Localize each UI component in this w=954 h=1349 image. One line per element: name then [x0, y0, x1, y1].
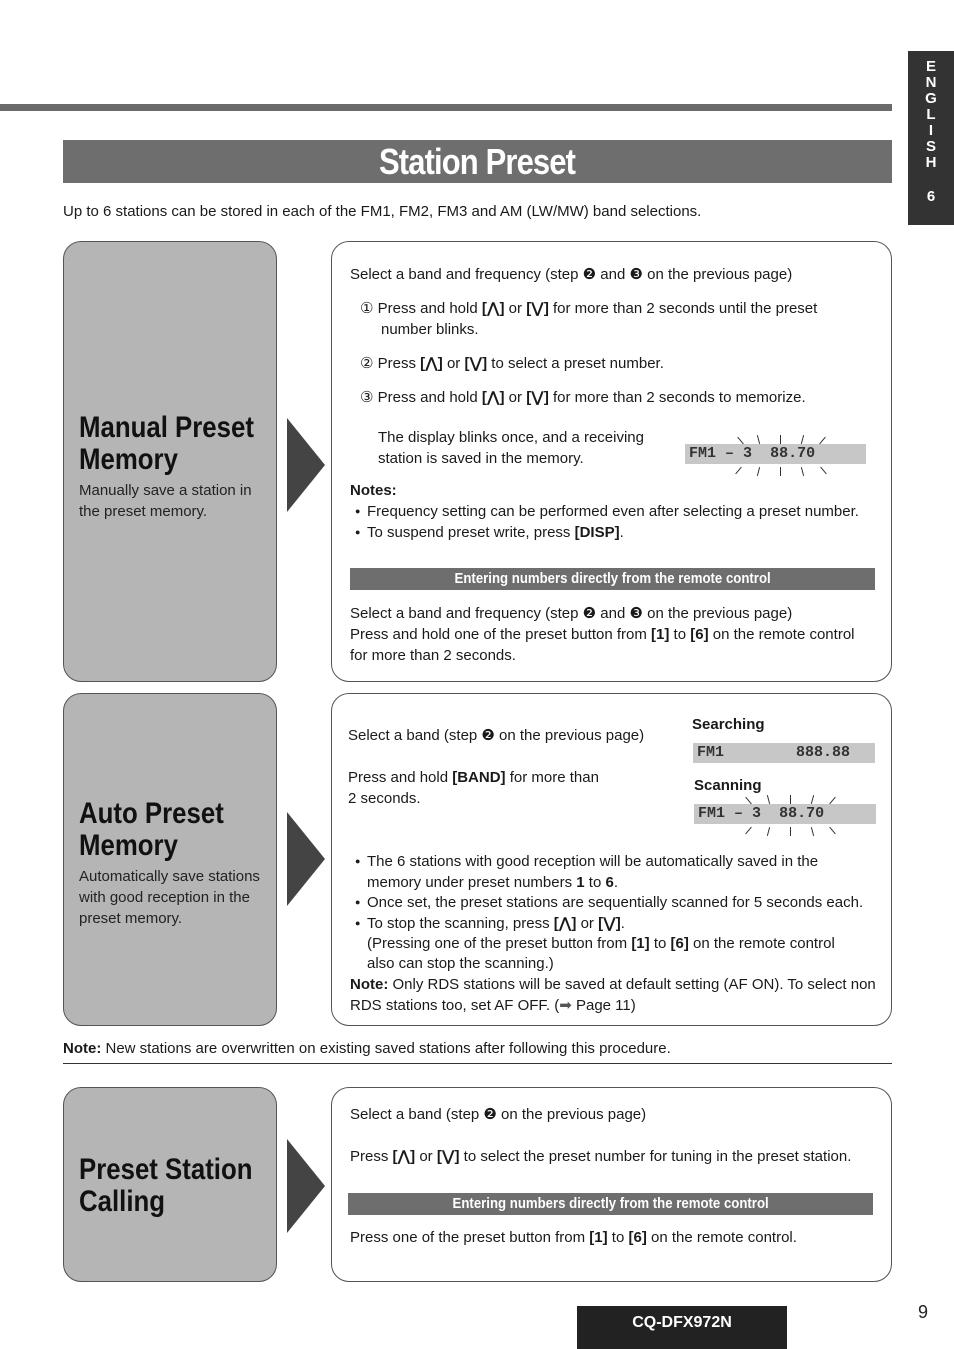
page-ref-arrow-icon: ➡ — [559, 997, 572, 1014]
page-title: Station Preset — [379, 141, 576, 182]
auto-preset-description: Automatically save stations with good reception in the preset memory. — [79, 868, 260, 927]
auto-preset-heading — [79, 798, 285, 862]
blink-ray-icon — [811, 795, 814, 804]
blink-ray-icon — [757, 435, 760, 444]
heading-line: Preset Station — [79, 1153, 253, 1186]
lcd-frequency: 88.70 — [779, 805, 825, 822]
auto-bullet-3-line2: (Pressing one of the preset button from [1] to [6] on the remote control — [367, 935, 835, 952]
preset-calling-heading — [79, 1154, 285, 1218]
manual-remote-bar: Entering numbers directly from the remote control — [350, 568, 875, 590]
heading-line: Calling — [79, 1185, 166, 1218]
intro-text: Up to 6 stations can be stored in each of the FM1, FM2, FM3 and AM (LW/MW) band selections. — [63, 203, 702, 220]
heading-line: Auto Preset — [79, 797, 224, 830]
manual-display-line1: The display blinks once, and a receiving — [378, 429, 644, 446]
lang-letter: L — [926, 106, 936, 123]
manual-step-1: ① Press and hold [⋀] or [⋁] for more than 2 seconds until the preset — [360, 300, 818, 317]
lcd-frequency: 888.88 — [796, 744, 851, 761]
manual-preset-instructions — [331, 241, 892, 682]
lcd-preset: 3 — [743, 445, 753, 462]
manual-note-2: ● To suspend preset write, press [DISP]. — [367, 522, 624, 543]
lcd-band: FM1 — [697, 744, 725, 761]
auto-bullet-2: ● Once set, the preset stations are sequentially scanned for 5 seconds each. — [367, 892, 863, 913]
blink-ray-icon — [745, 827, 752, 835]
model-number-label: CQ-DFX972N — [577, 1306, 787, 1349]
lang-letter: I — [928, 122, 934, 139]
auto-bullet-3-line3: also can stop the scanning.) — [367, 955, 554, 972]
page-title-bar — [63, 140, 892, 183]
bottom-rule — [63, 1063, 892, 1064]
blink-ray-icon — [801, 435, 804, 444]
blink-ray-icon — [735, 467, 742, 475]
language-tab — [908, 51, 954, 225]
lang-letter: G — [925, 90, 937, 107]
manual-arrow-icon — [287, 418, 325, 512]
lang-letter: H — [925, 154, 937, 171]
manual-display-line2: station is saved in the memory. — [378, 450, 584, 467]
heading-line: Memory — [79, 829, 178, 862]
auto-arrow-icon — [287, 812, 325, 906]
blink-ray-icon — [767, 827, 770, 836]
calling-arrow-icon — [287, 1139, 325, 1233]
bottom-note: Note: New stations are overwritten on existing saved stations after following this procedure. — [63, 1040, 671, 1057]
blink-ray-icon — [780, 435, 781, 444]
searching-label: Searching — [692, 716, 765, 733]
blink-ray-icon — [790, 795, 791, 804]
lcd-frequency: 88.70 — [770, 445, 816, 462]
lang-letter: E — [925, 58, 936, 75]
manual-remote-line2: Press and hold one of the preset button from [1] to [6] on the remote control — [350, 626, 855, 643]
language-tab-letters — [908, 59, 954, 171]
blink-ray-icon — [801, 467, 804, 476]
lang-letter: N — [925, 74, 937, 91]
manual-notes-label: Notes: — [350, 482, 397, 499]
auto-bullet-1: ● The 6 stations with good reception will be automatically saved in the — [367, 851, 818, 872]
lcd-preset: 3 — [752, 805, 762, 822]
blink-ray-icon — [829, 827, 836, 835]
blink-ray-icon — [767, 795, 770, 804]
calling-select-line: Select a band (step ❷ on the previous page) — [350, 1106, 647, 1123]
heading-line: Memory — [79, 443, 178, 476]
auto-preset-instructions — [331, 693, 892, 1026]
calling-remote-bar: Entering numbers directly from the remote control — [348, 1193, 873, 1215]
heading-line: Manual Preset — [79, 411, 254, 444]
manual-remote-line3: for more than 2 seconds. — [350, 647, 516, 664]
auto-preset-box — [63, 693, 277, 1026]
calling-remote-line: Press one of the preset button from [1] to [6] on the remote control. — [350, 1229, 797, 1246]
language-tab-number: 6 — [926, 188, 936, 205]
lcd-band: FM1 — [689, 445, 717, 462]
manual-select-line: Select a band and frequency (step ❷ and ❸ on the previous page) — [350, 266, 793, 283]
auto-bullet-1-line2: memory under preset numbers 1 to 6. — [367, 874, 618, 891]
auto-note-line2: RDS stations too, set AF OFF. (➡ Page 11) — [350, 997, 636, 1014]
auto-note: Note: Only RDS stations will be saved at default setting (AF ON). To select non — [350, 976, 876, 993]
blink-ray-icon — [820, 467, 827, 475]
manual-preset-box — [63, 241, 277, 682]
manual-step-2: ② Press [⋀] or [⋁] to select a preset number. — [360, 355, 664, 372]
auto-bullet-3: ● To stop the scanning, press [⋀] or [⋁]. — [367, 913, 625, 934]
manual-note-1: ● Frequency setting can be performed even after selecting a preset number. — [367, 501, 859, 522]
blink-ray-icon — [811, 827, 814, 836]
scanning-label: Scanning — [694, 777, 762, 794]
auto-hold-line: Press and hold [BAND] for more than — [348, 769, 599, 786]
auto-select-line: Select a band (step ❷ on the previous page) — [348, 727, 645, 744]
scanning-lcd-display: FM1 – 3 88.70 — [694, 804, 876, 824]
manual-step-3: ③ Press and hold [⋀] or [⋁] for more than 2 seconds to memorize. — [360, 389, 806, 406]
manual-preset-heading — [79, 412, 285, 476]
lcd-band: FM1 — [698, 805, 726, 822]
preset-calling-box — [63, 1087, 277, 1282]
blink-ray-icon — [790, 827, 791, 836]
manual-lcd-display: FM1 – 3 88.70 — [685, 444, 866, 464]
blink-ray-icon — [780, 467, 781, 476]
auto-hold-line2: 2 seconds. — [348, 790, 421, 807]
lang-letter: S — [925, 138, 936, 155]
manual-step-1-line2: number blinks. — [381, 321, 479, 338]
manual-remote-line1: Select a band and frequency (step ❷ and ❸ on the previous page) — [350, 605, 793, 622]
blink-ray-icon — [757, 467, 760, 476]
calling-press-line: Press [⋀] or [⋁] to select the preset number for tuning in the preset station. — [350, 1148, 852, 1165]
searching-lcd-display — [693, 743, 875, 763]
page-number: 9 — [918, 1302, 929, 1322]
top-rule — [0, 104, 892, 111]
manual-preset-description: Manually save a station in the preset memory. — [79, 482, 252, 520]
preset-calling-instructions — [331, 1087, 892, 1282]
